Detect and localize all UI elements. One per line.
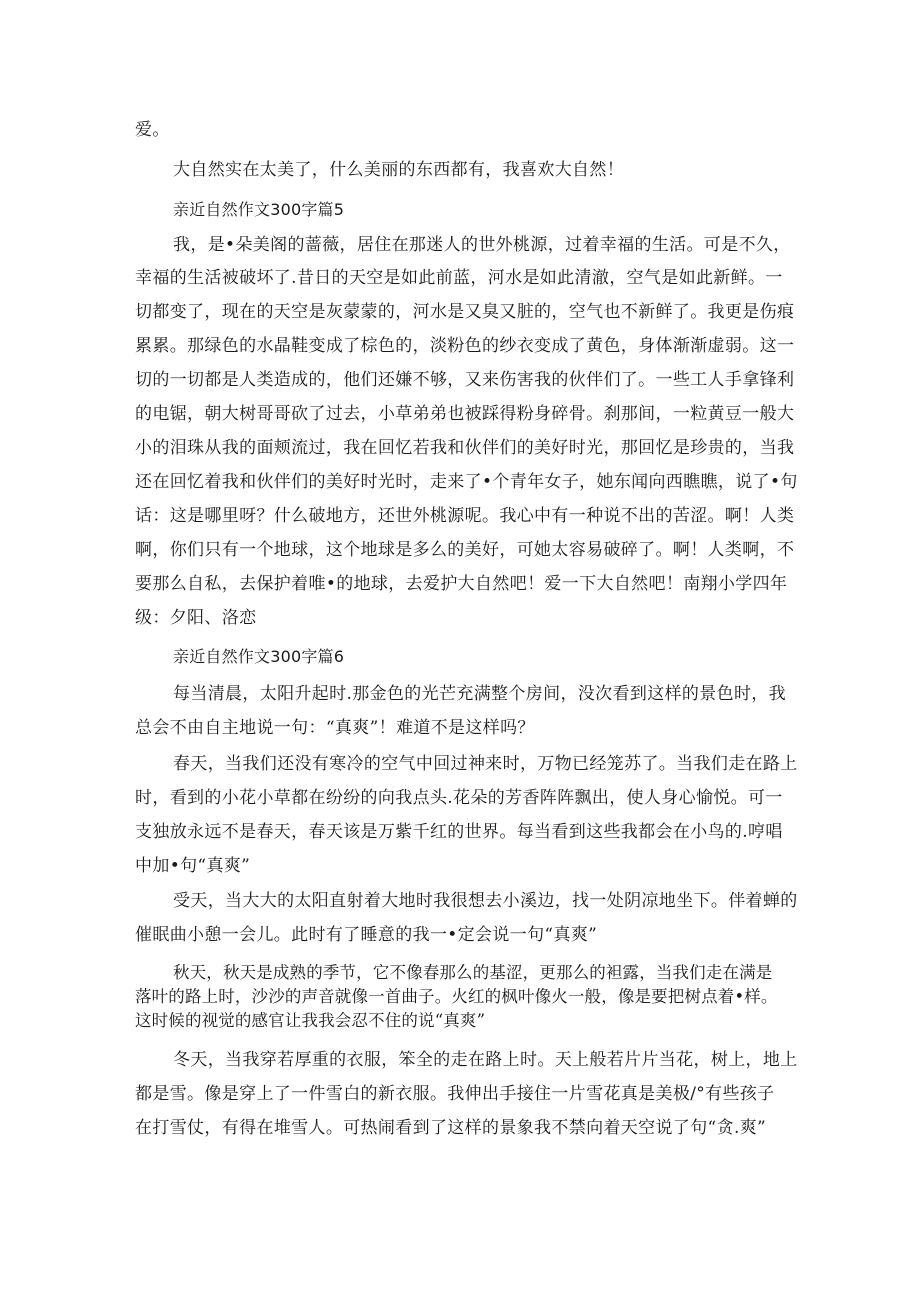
text-line: 春天，当我们还没有寒冷的空气中回过神来时，万物已经笼苏了。当我们走在路上 (173, 754, 798, 774)
text-line: 中加•句“真爽” (135, 856, 251, 876)
text-line: 要那么自私，去保护着唯•的地球，去爱护大自然吧！爱一下大自然吧！南翔小学四年 (135, 574, 788, 594)
text-line: 我，是•朵美阁的蔷薇，居住在那迷人的世外桃源，过着幸福的生活。可是不久， (173, 235, 791, 255)
text-line: 催眠曲小憩一会儿。此时有了睡意的我一•定会说一句“真爽” (135, 925, 598, 945)
text-line: 时，看到的小花小草都在纷纷的向我点头.花朵的芳香阵阵飘出，使人身心愉悦。可一 (135, 788, 783, 808)
text-line: 切的一切都是人类造成的，他们还嫌不够，又来伤害我的伙伴们了。一些工人手拿锋利 (135, 370, 795, 390)
text-line: 话：这是哪里呀？什么破地方，还世外桃源呢。我心中有一种说不出的苦涩。啊！人类 (135, 506, 795, 526)
text-line: 小的泪珠从我的面颊流过，我在回忆若我和伙伴们的美好时光，那回忆是珍贵的，当我 (135, 438, 795, 458)
text-line: 每当清晨，太阳升起时.那金色的光芒充满整个房间，没次看到这样的景色时，我 (173, 684, 787, 704)
text-line: 爱。 (135, 120, 170, 140)
text-line: 秋天，秋天是成熟的季节，它不像春那么的基涩，更那么的袒露，当我们走在满是 (173, 963, 773, 982)
text-line: 这时候的视觉的感官让我我会忍不住的说“真爽” (135, 1011, 486, 1030)
text-line: 幸福的生活被破坏了.昔日的天空是如此前蓝，河水是如此清澈，空气是如此新鲜。一 (135, 268, 783, 288)
text-line: 总会不由自主地说一句：“真爽”！难道不是这样吗？ (135, 718, 535, 738)
text-line: 啊，你们只有一个地球，这个地球是多么的美好，可她太容易破碎了。啊！人类啊，不 (135, 540, 795, 560)
text-line: 级：夕阳、洛恋 (135, 608, 257, 628)
text-line: 冬天，当我穿若厚重的衣服，笨全的走在路上时。天上般若片片当花，树上，地上 (173, 1050, 798, 1070)
section-heading: 亲近自然作文300字篇6 (173, 647, 345, 666)
text-line: 累累。那绿色的水晶鞋变成了棕色的，淡粉色的纱衣变成了黄色，身体渐渐虚弱。这一 (135, 336, 795, 356)
text-line: 支独放永远不是春天，春天该是万紫千红的世界。每当看到这些我都会在小鸟的.哼唱 (135, 822, 783, 842)
section-heading: 亲近自然作文300字篇5 (173, 200, 345, 219)
text-line: 切都变了，现在的天空是灰蒙蒙的，河水是又臭又脏的，空气也不新鲜了。我更是伤痕 (135, 302, 795, 322)
text-line: 受天，当大大的太阳直射着大地时我很想去小溪边，找一处阴凉地坐下。伴着蝉的 (173, 891, 798, 911)
text-line: 的电锯，朝大树哥哥砍了过去，小草弟弟也被踩得粉身碎骨。刹那间，一粒黄豆一般大 (135, 404, 795, 424)
text-line: 大自然实在太美了，什么美丽的东西都有，我喜欢大自然！ (173, 160, 625, 180)
text-line: 落叶的路上时，沙沙的声音就像一首曲子。火红的枫叶像火一般，像是要把树点着•样。 (135, 987, 778, 1006)
text-line: 都是雪。像是穿上了一件雪白的新衣服。我伸出手接住一片雪花真是美极/°有些孩子 (135, 1084, 775, 1104)
text-line: 在打雪仗，有得在堆雪人。可热闹看到了这样的景象我不禁向着天空说了句“贪.爽” (135, 1118, 767, 1138)
text-line: 还在回忆着我和伙伴们的美好时光时，走来了•个青年女子，她东闻向西瞧瞧，说了•句 (135, 472, 798, 492)
